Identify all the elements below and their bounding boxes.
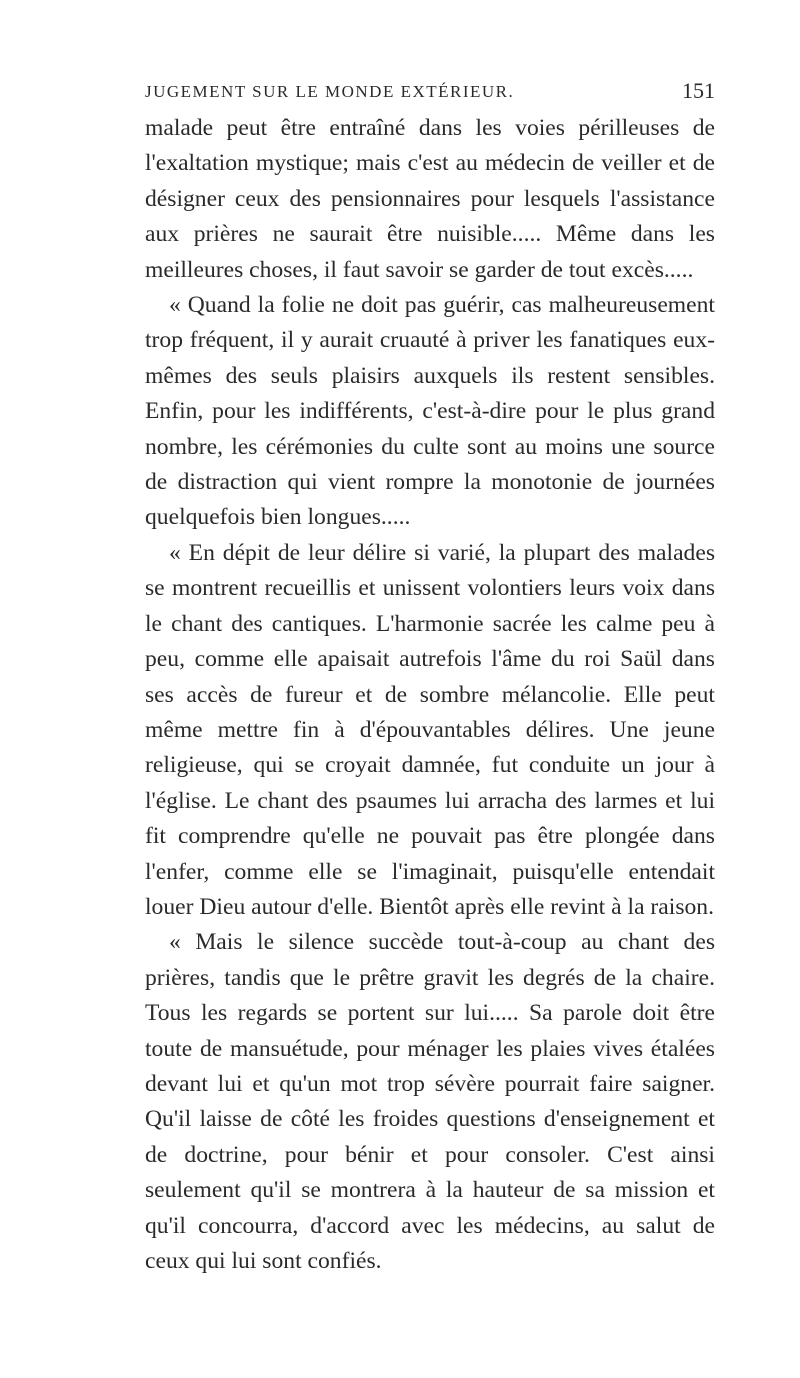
running-title: JUGEMENT SUR LE MONDE EXTÉRIEUR. xyxy=(145,82,515,101)
body-text xyxy=(145,111,715,1279)
paragraph: « Mais le silence succède tout-à-coup au chant des prières, tandis que le prêtre gravit les degrés de la chaire. Tous les regards se portent sur lui..... Sa parole doit être toute de mansuétude, pour ménager les plaies vives étalées devant lui et qu'un mot trop sévère pourrait faire saigner. Qu'il laisse de côté les froides questions d'enseignement et de doctrine, pour bénir et pour consoler. C'est ainsi seulement qu'il se montrera à la hauteur de sa mission et qu'il concourra, d'accord avec les médecins, au salut de ceux qui lui sont confiés. xyxy=(145,929,715,1274)
page-number: 151 xyxy=(682,78,715,103)
running-head xyxy=(145,78,715,110)
paragraph: « En dépit de leur délire si varié, la plupart des malades se montrent recueillis et unissent volontiers leurs voix dans le chant des cantiques. L'harmonie sacrée les calme peu à peu, comme elle apaisait autrefois l'âme du roi Saül dans ses accès de fureur et de sombre mélancolie. Elle peut même mettre fin à d'épouvantables délires. Une jeune religieuse, qui se croyait damnée, fut conduite un jour à l'église. Le chant des psaumes lui arracha des larmes et lui fit comprendre qu'elle ne pouvait pas être plongée dans l'enfer, comme elle se l'imaginait, puisqu'elle entendait louer Dieu autour d'elle. Bientôt après elle revint à la raison. xyxy=(145,539,715,920)
paragraph: « Quand la folie ne doit pas guérir, cas malheureusement trop fréquent, il y aurait cruauté à priver les fanatiques eux-mêmes des seuls plaisirs auxquels ils restent sensibles. Enfin, pour les indifférents, c'est-à-dire pour le plus grand nombre, les cérémonies du culte sont au moins une source de distraction qui vient rompre la monotonie de journées quelquefois bien longues..... xyxy=(145,292,715,531)
paragraph: malade peut être entraîné dans les voies périlleuses de l'exaltation mystique; mais c'est au médecin de veiller et de désigner ceux des pensionnaires pour lesquels l'assistance aux prières ne saurait être nuisible..... Même dans les meilleures choses, il faut savoir se garder de tout excès..... xyxy=(145,115,715,283)
